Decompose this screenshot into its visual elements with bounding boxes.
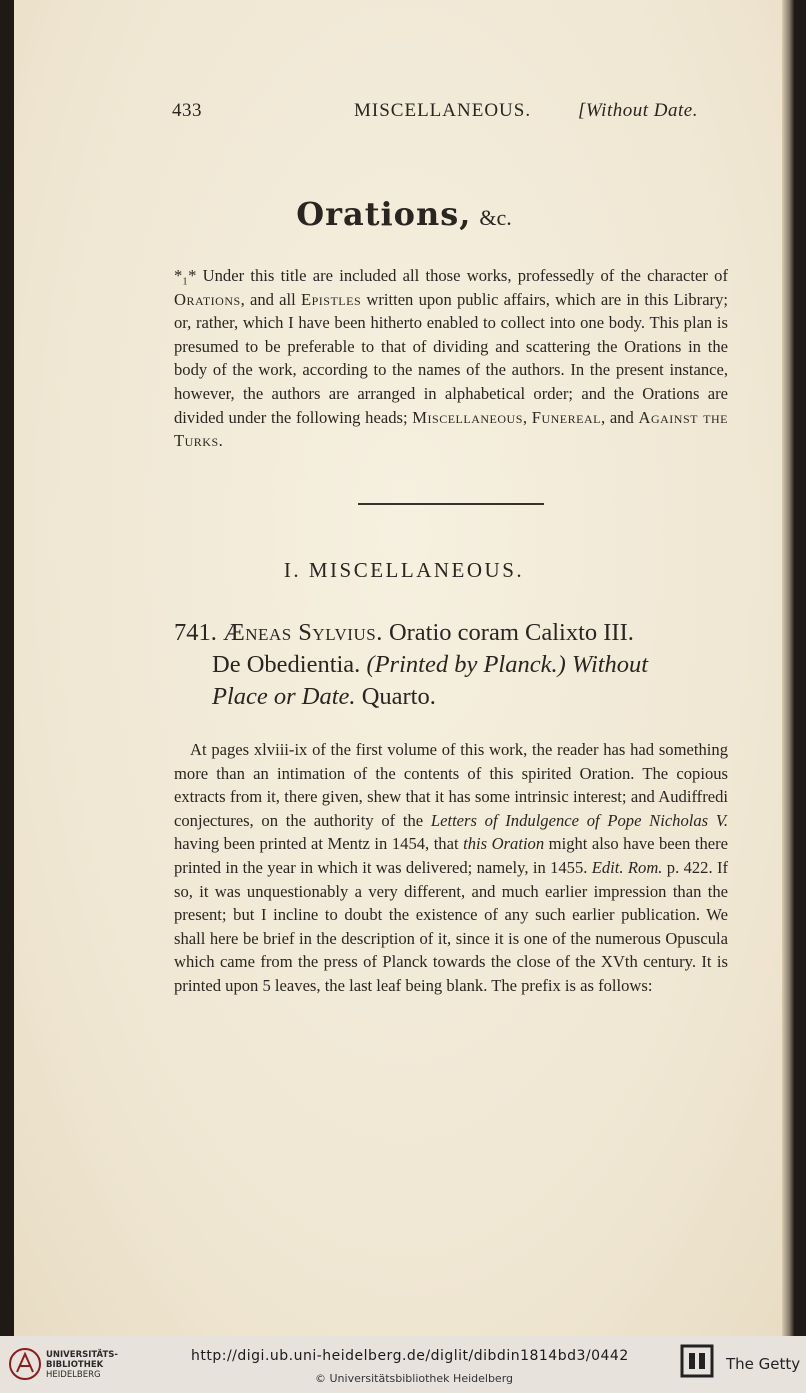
section-title — [14, 195, 794, 233]
section-title-text: Orations, — [296, 195, 472, 233]
page-number: 433 — [172, 100, 202, 121]
entry-printer: (Printed by Planck.) — [366, 651, 566, 678]
entry-number: 741. — [174, 619, 217, 646]
intro-paragraph — [174, 264, 728, 453]
entry-title-cont: De Obedientia. — [212, 651, 367, 678]
running-side-note: [Without Date. — [578, 100, 698, 121]
running-title: MISCELLANEOUS. — [354, 100, 532, 121]
getty-logo-icon — [680, 1344, 714, 1380]
body-text: might also have been there printed in the year in which it was delivered; namely, in 1455. — [174, 834, 728, 877]
entry-without: Without — [565, 651, 649, 678]
entry-author: Æneas Sylvius. — [223, 619, 383, 646]
library-name[interactable] — [46, 1350, 118, 1380]
subheading: I. MISCELLANEOUS. — [283, 558, 525, 582]
book-page — [14, 0, 794, 1336]
entry-place-date: Place or Date. — [212, 683, 356, 710]
catalogue-entry — [174, 617, 734, 713]
entry-title: Oratio coram Calixto III. — [382, 619, 634, 646]
orations-term: Orations — [174, 289, 241, 309]
head-miscellaneous: Miscellaneous — [412, 407, 523, 427]
body-italic: Letters of Indulgence of Pope Nicholas V. — [430, 810, 728, 830]
body-paragraph — [174, 738, 728, 998]
intro-text: , — [522, 407, 532, 427]
intro-text: . — [218, 431, 223, 451]
library-name-line: UNIVERSITÄTS- — [46, 1350, 118, 1360]
library-name-line: BIBLIOTHEK — [46, 1360, 104, 1370]
head-turks: Against the Turks — [174, 407, 728, 451]
running-head — [172, 100, 732, 130]
intro-text: , and — [600, 407, 639, 427]
body-italic: this Oration — [463, 834, 545, 854]
viewer-footer — [0, 1336, 806, 1393]
section-title-etc: &c. — [479, 205, 512, 230]
body-text: At pages xlviii-ix of the first volume of this work, the reader has had something more than an intimation of the contents of this spirited Oration. The copious extracts from it, there given, shew that it has some intrinsic interest; and Audiffredi conjectures, on the authority of the — [174, 740, 728, 830]
body-italic: Edit. Rom. — [591, 857, 663, 877]
getty-label[interactable]: The Getty — [726, 1355, 801, 1373]
body-text: having been printed at Mentz in 1454, that — [174, 834, 464, 854]
entry-format: Quarto. — [355, 683, 436, 710]
library-name-line: HEIDELBERG — [46, 1370, 101, 1380]
intro-text: Under this title are included all those works, professedly of the character of — [202, 266, 728, 285]
epistles-term: Epistles — [300, 289, 362, 309]
head-funereal: Funereal — [531, 407, 601, 427]
divider-rule — [358, 503, 544, 505]
university-seal-icon — [8, 1344, 42, 1384]
body-text: p. 422. If so, it was unquestionably a very different, and much earlier impression than the present; but I incline to doubt the existence of any such earlier publication. We shall here be brief in the description of it, since it is one of the numerous Opuscula which came from the press of Planck towards the close of the XVth century. It is printed upon 5 leaves, the last leaf being blank. The prefix is as follows: — [174, 857, 728, 995]
asterism: *₁* — [174, 266, 203, 285]
intro-text: , and all — [240, 289, 301, 309]
copyright-notice: © Universitätsbibliothek Heidelberg — [315, 1372, 514, 1385]
permalink-url[interactable]: http://digi.ub.uni-heidelberg.de/diglit/dibdin1814bd3/0442 — [191, 1348, 629, 1364]
intro-text: written upon public affairs, which are in this Library; or, rather, which I have been hitherto enabled to collect into one body. This plan is presumed to be preferable to that of dividing and scattering the Orations in the body of the work, according to the names of the authors. In the present instance, however, the authors are arranged in alphabetical order; and the Orations are divided under the following heads; — [174, 289, 728, 427]
